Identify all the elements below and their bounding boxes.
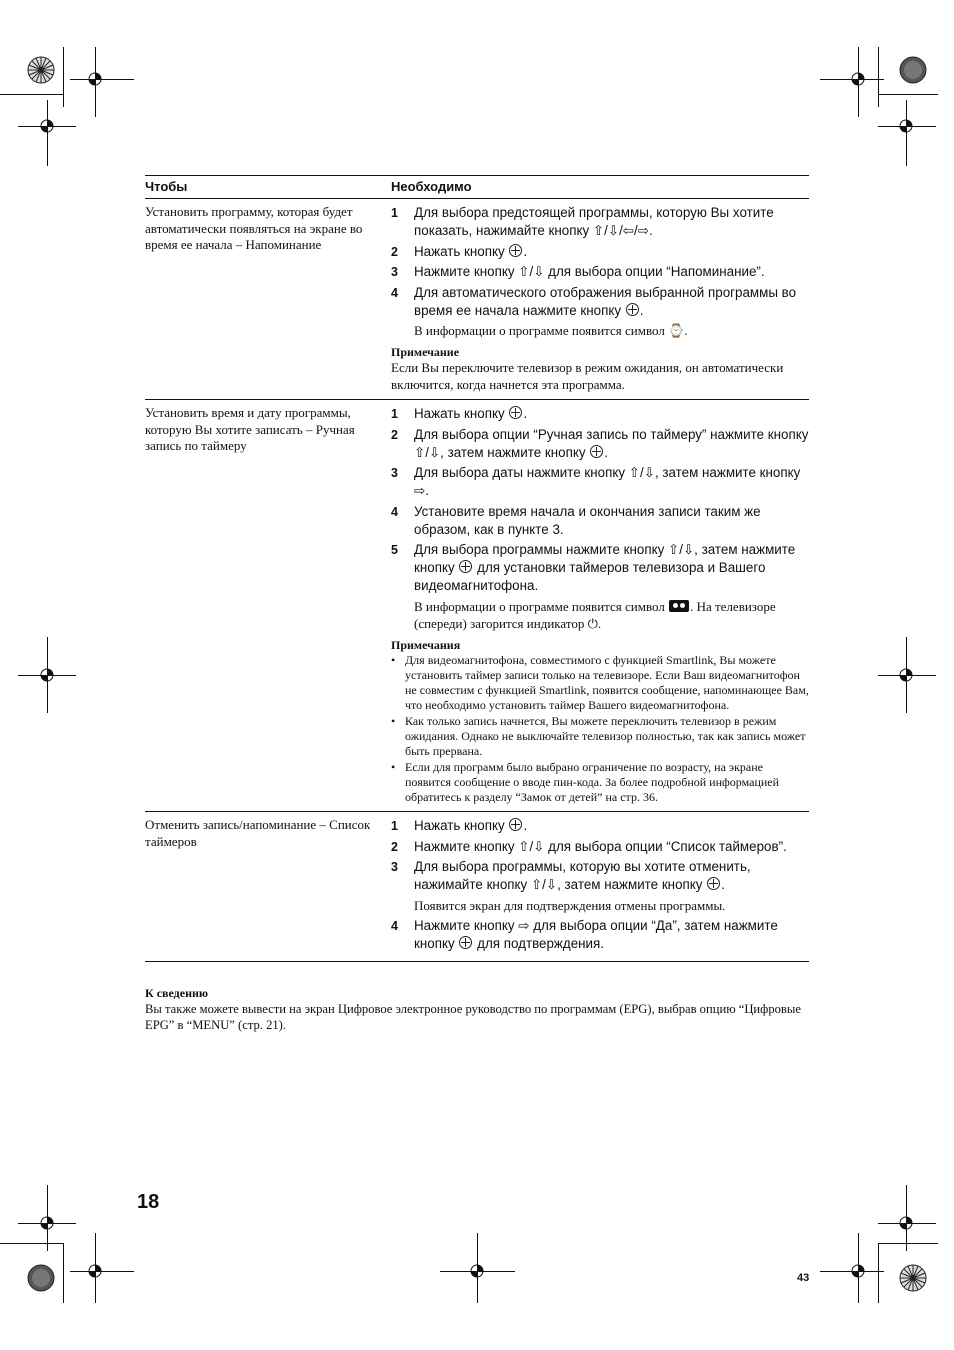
step — [391, 263, 809, 281]
step-number: 1 — [391, 206, 398, 220]
step: 2 Нажать кнопку . — [391, 243, 528, 259]
step-text: для подтверждения. — [477, 935, 604, 951]
step-text: для установки таймеров телевизора и Вашего видеомагнитофона. — [414, 560, 766, 593]
ok-button-icon — [509, 406, 522, 419]
step: 1 Нажать кнопку . — [391, 406, 528, 421]
ok-button-icon — [459, 936, 472, 949]
step-number: 2 — [391, 839, 398, 854]
step-text: Нажмите кнопку ⇧/⇩ для выбора опции “Список таймеров”. — [414, 838, 787, 854]
ok-button-icon — [626, 303, 639, 316]
step-text: Установите время начала и окончания записи таким же образом, как в пункте 3. — [414, 503, 761, 537]
table-row-reminder — [145, 199, 809, 400]
ok-button-icon — [590, 445, 603, 458]
ok-button-icon — [459, 560, 472, 573]
print-page-number: 43 — [797, 1272, 810, 1284]
color-target-icon — [27, 56, 55, 84]
info-block — [145, 985, 809, 1033]
step — [391, 464, 809, 500]
step: 1 Нажать кнопку . — [391, 818, 528, 834]
ok-button-icon — [509, 244, 522, 257]
bullet-icon: • — [391, 652, 396, 667]
step-sub-text: Появится экран для подтверждения отмены программы. — [414, 897, 726, 913]
step-number: 3 — [391, 265, 398, 279]
step-number: 4 — [391, 285, 398, 300]
table-row-manual-timer — [145, 400, 809, 812]
list-item: • Для видеомагнитофона, совместимого с функцией Smartlink, Вы можете установить таймер записи только на телевизоре. Если Ваш видеомагнитофон не совместим с функцией Smartlink, появится сообщение, напоминающее Вам, что необходимо установить таймер Вашего видеомагнитофона. — [391, 652, 809, 713]
step-text: Для выбора даты нажмите кнопку ⇧/⇩, затем нажмите кнопку ⇨. — [414, 465, 801, 498]
step-number: 2 — [391, 427, 398, 442]
step-number: 1 — [391, 407, 398, 421]
step-text: Для выбора программы, которую вы хотите отменить, нажимайте кнопку ⇧/⇩, затем нажмите кнопку — [414, 859, 751, 893]
step-text: Нажмите кнопку ⇨ для выбора опции “Да”, затем нажмите кнопку — [414, 917, 778, 951]
column-header-task: Чтобы — [145, 179, 188, 194]
step-text: Нажать кнопку — [414, 818, 505, 834]
step-number: 4 — [391, 918, 398, 933]
table-header — [145, 175, 809, 199]
list-item: • Если для программ было выбрано ограничение по возрасту, на экране появится сообщение о вводе пин-кода. За более подробной информацией обратитесь к разделу “Замок от детей” на стр. 36. — [391, 759, 780, 805]
task-cell: Установить время и дату программы, которую Вы хотите записать – Ручная запись по таймеру — [145, 405, 355, 453]
step-sub-text: В информации о программе появится символ ⌚. — [414, 323, 688, 338]
step — [391, 204, 809, 240]
step-number: 3 — [391, 860, 398, 875]
step: 2 Для выбора опции “Ручная запись по таймеру” нажмите кнопку ⇧/⇩, затем нажмите кнопку . — [391, 426, 809, 460]
step-text: Для выбора предстоящей программы, которую Вы хотите показать, нажимайте кнопку ⇧/⇩/⇦/⇨. — [414, 205, 774, 238]
task-cell: Установить программу, которая будет автоматически появляться на экране во время ее начала – Напоминание — [145, 204, 363, 252]
step-text: Нажать кнопку — [414, 243, 505, 259]
step-number: 2 — [391, 244, 398, 259]
instructions-table — [145, 175, 809, 962]
bullet-icon: • — [391, 759, 396, 774]
step-number: 3 — [391, 466, 398, 480]
step — [391, 541, 809, 595]
step: 3 Для выбора программы, которую вы хотите отменить, нажимайте кнопку ⇧/⇩, затем нажмите кнопку . — [391, 859, 751, 893]
step-number: 4 — [391, 504, 398, 519]
step-text: Для автоматического отображения выбранной программы во время ее начала нажмите кнопку — [414, 284, 797, 318]
color-target-icon — [899, 1264, 927, 1292]
step-text: Для выбора программы нажмите кнопку ⇧/⇩, затем нажмите кнопку — [414, 542, 796, 575]
column-header-action: Необходимо — [391, 179, 472, 194]
bullet-icon: • — [391, 713, 396, 728]
ok-button-icon — [509, 818, 522, 831]
step — [391, 503, 809, 539]
page-number: 18 — [137, 1191, 160, 1213]
step — [391, 838, 809, 856]
ok-button-icon — [707, 877, 720, 890]
notes-heading: Примечания — [391, 637, 461, 652]
note-heading: Примечание — [391, 345, 460, 359]
step: 4 Для автоматического отображения выбранной программы во время ее начала нажмите кнопку . — [391, 284, 797, 318]
color-target-icon — [27, 1264, 55, 1292]
tape-record-icon — [669, 600, 689, 612]
step-text: Для выбора опции “Ручная запись по таймеру” нажмите кнопку ⇧/⇩, затем нажмите кнопку — [414, 426, 809, 460]
step-text: Нажать кнопку — [414, 406, 505, 421]
info-heading: К сведению — [145, 986, 209, 1000]
step — [391, 917, 809, 953]
list-item: • Как только запись начнется, Вы можете переключить телевизор в режим ожидания. Однако не выключайте телевизор полностью, так как запись может быть прервана. — [391, 713, 806, 759]
step-text: Нажмите кнопку ⇧/⇩ для выбора опции “Напоминание”. — [414, 264, 765, 279]
note-text: Если Вы переключите телевизор в режим ожидания, он автоматически включится, когда начнется эта программа. — [391, 360, 784, 392]
step-sub-text: В информации о программе появится символ . На телевизоре (спереди) загорится индикатор ⏻. — [414, 598, 776, 631]
task-cell: Отменить запись/напоминание – Список таймеров — [145, 817, 371, 849]
step-number: 5 — [391, 543, 398, 557]
color-target-icon — [899, 56, 927, 84]
table-row-timer-list — [145, 812, 809, 962]
info-text: Вы также можете вывести на экран Цифровое электронное руководство по программам (EPG), выбрав опцию “Цифровые EPG” в “MENU” (стр. 21). — [145, 1002, 801, 1032]
step-number: 1 — [391, 819, 398, 834]
